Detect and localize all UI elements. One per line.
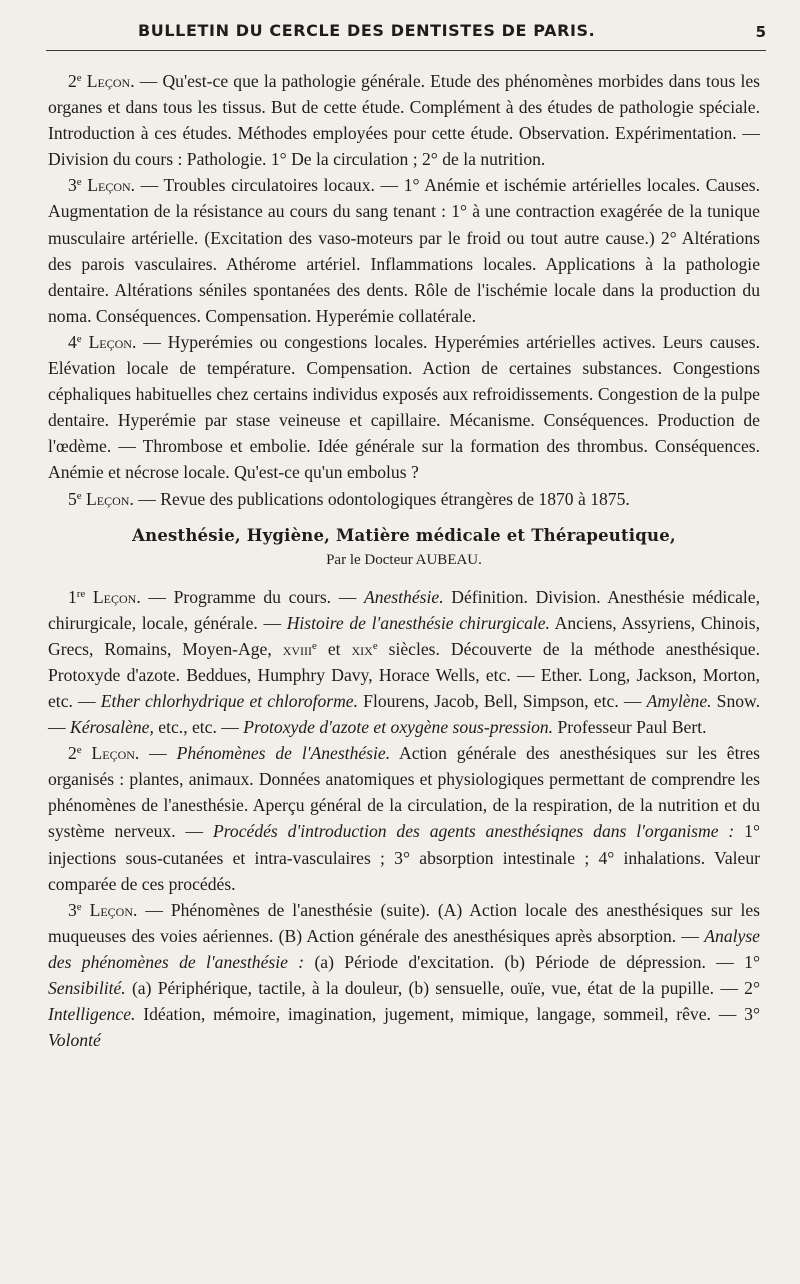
paragraph-lecon-5: 5e Leçon. — Revue des publications odontologiques étrangères de 1870 à 1875. [68, 488, 630, 509]
page-number: 5 [755, 23, 766, 41]
lecon-label: Leçon. [86, 71, 135, 91]
lecon-label: Leçon. [89, 899, 138, 920]
body-text [48, 68, 760, 1053]
paragraph-anesthesie-lecon-3: 3e Leçon. — Phénomènes de l'anesthésie (suite). (A) Action locale des anesthésiques sur les muqueuses des voies aériennes. (B) Action générale des anesthésiques après absorption. — Analyse des phénomènes de l'anesthésie : (a) Période d'excitation. (b) Période de dépression. — 1° Sensibilité. (a) Périphérique, tactile, à la douleur, (b) sensuelle, ouïe, vue, état de la pupille. — 2° Intelligence. Idéation, mémoire, imagination, jugement, mimique, langage, sommeil, rêve. — 3° Volonté [48, 899, 760, 1051]
lecon-label: Leçon. [91, 743, 140, 764]
paragraph-lecon-3: 3e Leçon. — Troubles circulatoires locaux. — 1° Anémie et ischémie artérielles locales. Causes. Augmentation de la résistance au cours du sang tenant : 1° à une contraction exagérée de la tunique musculaire artérielle. (Excitation des vaso-moteurs par le froid ou tout autre cause.) 2° Altérations des parois vasculaires. Athérome artériel. Inflammations locales. Applications à la pathologie dentaire. Altérations séniles spontanées des dents. Rôle de l'ischémie locale dans la production du noma. Conséquences. Compensation. Hyperémie collatérale. [48, 175, 760, 326]
running-header [46, 20, 766, 51]
section-heading: Anesthésie, Hygiène, Matière médicale et Thérapeutique, [132, 525, 676, 545]
paragraph-lecon-4: 4e Leçon. — Hyperémies ou congestions locales. Hyperémies artérielles actives. Leurs causes. Elévation locale de température. Compensation. Action de certaines substances. Congestions céphaliques habituelles chez certains individus exposés aux refroidissements. Congestion de la pulpe dentaire. Hyperémie par stase veineuse et capillaire. Mécanisme. Conséquences. Production de l'œdème. — Thrombose et embolie. Idée générale sur la formation des thrombus. Conséquences. Anémie et nécrose locale. Qu'est-ce qu'un embolus ? [48, 331, 760, 483]
section-author: Par le Docteur AUBEAU. [326, 551, 482, 568]
lecon-label: Leçon. [88, 331, 137, 352]
lecon-label: Leçon. [87, 175, 136, 196]
paragraph-lecon-2: 2e Leçon. — Qu'est-ce que la pathologie générale. Etude des phénomènes morbides dans tous les organes et dans tous les tissus. But de cette étude. Complément à des études de pathologie spéciale. Introduction à ces études. Méthodes employées pour cette étude. Observation. Expérimentation. — Division du cours : Pathologie. 1° De la circulation ; 2° de la nutrition. [48, 71, 760, 170]
paragraph-anesthesie-lecon-2: 2e Leçon. — Phénomènes de l'Anesthésie. Action générale des anesthésiques sur les êtres organisés : plantes, animaux. Données anatomiques et physiologiques permettant de comprendre les phénomènes de l'anesthésie. Aperçu général de la circulation, de la respiration, de la nutrition et du système nerveux. — Procédés d'introduction des agents anesthésiqnes dans l'organisme : 1° injections sous-cutanées et intra-vasculaires ; 3° absorption intestinale ; 4° inhalations. Valeur comparée de ces procédés. [48, 743, 761, 894]
lecon-label: Leçon. [86, 488, 134, 509]
lecon-label: Leçon. [92, 586, 141, 607]
header-title: BULLETIN DU CERCLE DES DENTISTES DE PARIS. [138, 21, 596, 40]
paragraph-anesthesie-lecon-1: 1re Leçon. — Programme du cours. — Anesthésie. Définition. Division. Anesthésie médicale, chirurgicale, locale, générale. — Histoire de l'anesthésie chirurgicale. Anciens, Assyriens, Chinois, Grecs, Romains, Moyen-Age, xviii$^e$ et xix$^e$ siècles. Découverte de la méthode anesthésique. Protoxyde d'azote. Beddues, Humphry Davy, Horace Wells, etc. — Ether. Long, Jackson, Morton, etc. — Ether chlorhydrique et chloroforme. Flourens, Jacob, Bell, Simpson, etc. — Amylène. Snow. — Kérosalène, etc., etc. — Protoxyde d'azote et oxygène sous-pression. Professeur Paul Bert. [48, 586, 761, 738]
